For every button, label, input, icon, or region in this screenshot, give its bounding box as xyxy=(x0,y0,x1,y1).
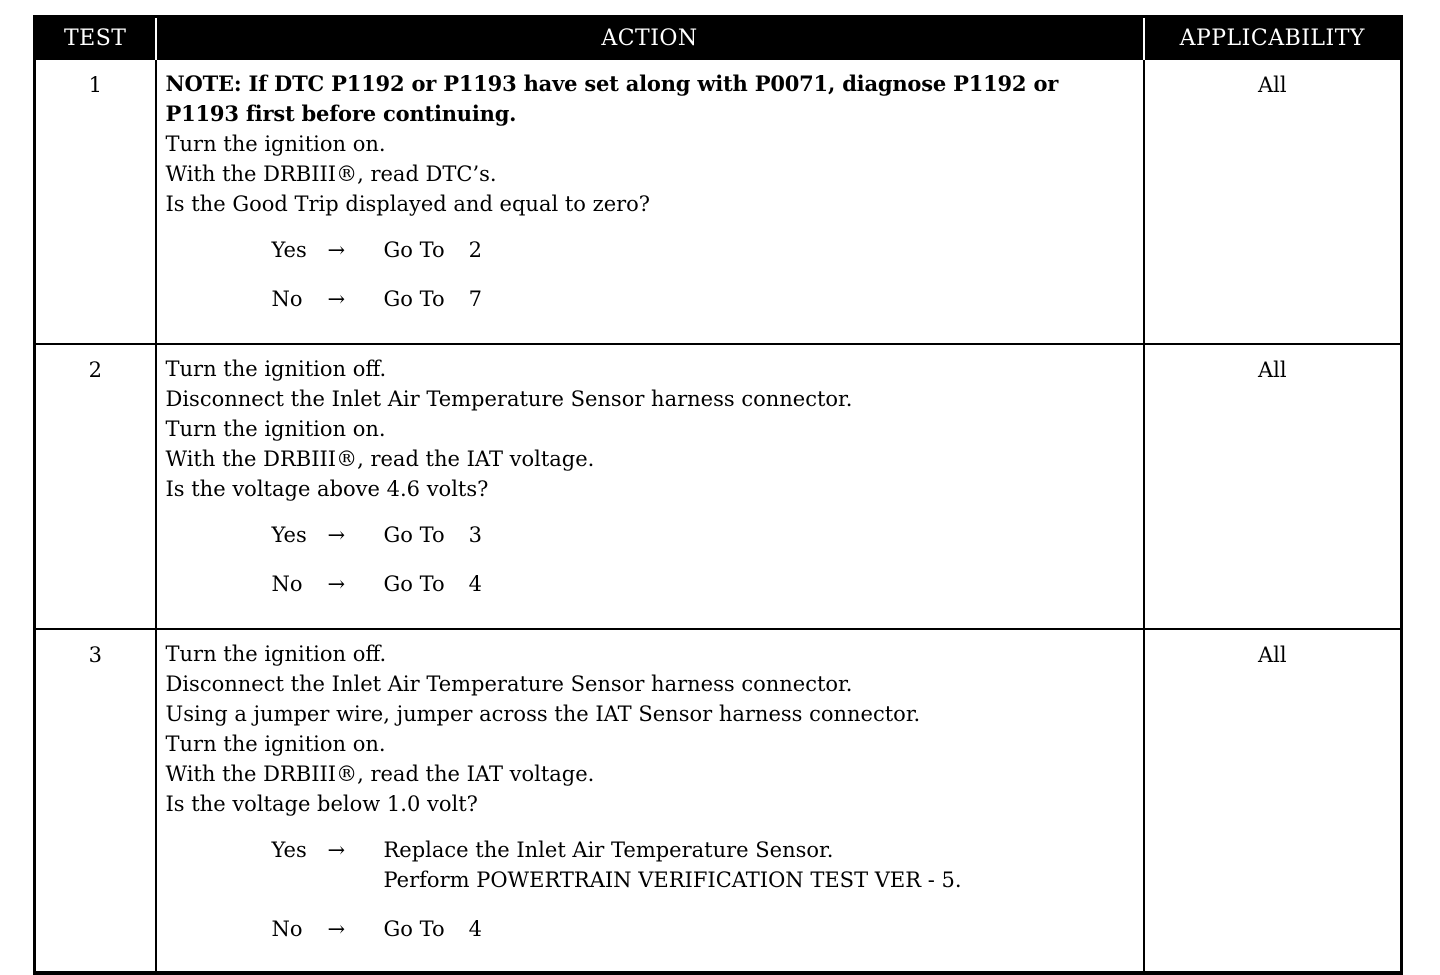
branch-yes xyxy=(272,520,1135,550)
branch-list xyxy=(272,235,1135,314)
applicability-cell: All xyxy=(1144,59,1402,344)
note-text: NOTE: If DTC P1192 or P1193 have set along with P0071, diagnose P1192 or xyxy=(165,71,1059,96)
action-step: Is the voltage above 4.6 volts? xyxy=(165,477,489,501)
branch-yes xyxy=(272,835,1135,895)
branch-result xyxy=(384,914,483,944)
action-cell xyxy=(156,629,1144,973)
branch-no xyxy=(272,569,1135,599)
goto-text: Go To xyxy=(383,572,445,596)
test-number: 3 xyxy=(35,629,156,973)
action-step: Turn the ignition on. xyxy=(165,132,386,156)
right-arrow-icon: → xyxy=(327,917,346,941)
goto-target: 3 xyxy=(468,523,482,547)
applicability-cell: All xyxy=(1144,629,1402,973)
branch-label: Yes xyxy=(271,238,307,262)
goto-text: Go To xyxy=(383,238,445,262)
action-step: Turn the ignition on. xyxy=(165,417,386,441)
branch-no xyxy=(272,914,1135,944)
action-step: With the DRBIII®, read the IAT voltage. xyxy=(165,447,595,471)
action-step: Disconnect the Inlet Air Temperature Sensor harness connector. xyxy=(165,387,853,411)
goto-target: 4 xyxy=(468,572,482,596)
goto-target: 2 xyxy=(468,238,482,262)
header-test: TEST xyxy=(35,17,156,60)
action-step: Turn the ignition off. xyxy=(165,357,387,381)
goto-target: 7 xyxy=(468,287,482,311)
table-row xyxy=(35,629,1402,973)
branch-label: No xyxy=(271,572,303,596)
action-cell xyxy=(156,344,1144,629)
header-action: ACTION xyxy=(156,17,1144,60)
note-text: P1193 first before continuing. xyxy=(165,101,517,126)
branch-result xyxy=(384,235,483,265)
branch-result xyxy=(384,520,483,550)
branch-yes xyxy=(272,235,1135,265)
result-instruction: Replace the Inlet Air Temperature Sensor. xyxy=(383,838,834,862)
diagnostic-test-table xyxy=(33,15,1403,975)
action-step: Is the Good Trip displayed and equal to zero? xyxy=(165,192,651,216)
goto-text: Go To xyxy=(383,523,445,547)
action-step: Turn the ignition on. xyxy=(165,732,386,756)
goto-text: Go To xyxy=(383,287,445,311)
branch-no xyxy=(272,284,1135,314)
action-step: With the DRBIII®, read the IAT voltage. xyxy=(165,762,595,786)
branch-result xyxy=(384,569,483,599)
branch-label: Yes xyxy=(271,838,307,862)
action-cell xyxy=(156,59,1144,344)
action-step: With the DRBIII®, read DTC’s. xyxy=(165,162,497,186)
table-row xyxy=(35,344,1402,629)
table-header-row xyxy=(35,17,1402,60)
result-instruction: Perform POWERTRAIN VERIFICATION TEST VER - 5. xyxy=(383,868,962,892)
table-row xyxy=(35,59,1402,344)
right-arrow-icon: → xyxy=(327,287,346,311)
branch-list xyxy=(272,520,1135,599)
right-arrow-icon: → xyxy=(327,572,346,596)
right-arrow-icon: → xyxy=(327,523,346,547)
branch-label: No xyxy=(271,287,303,311)
branch-result xyxy=(384,835,962,895)
action-step: Is the voltage below 1.0 volt? xyxy=(165,792,478,816)
branch-label: No xyxy=(271,917,303,941)
action-step: Turn the ignition off. xyxy=(165,642,387,666)
action-step: Using a jumper wire, jumper across the IAT Sensor harness connector. xyxy=(165,702,921,726)
right-arrow-icon: → xyxy=(327,838,346,862)
applicability-cell: All xyxy=(1144,344,1402,629)
goto-text: Go To xyxy=(383,917,445,941)
branch-list xyxy=(272,835,1135,944)
branch-result xyxy=(384,284,483,314)
action-step: Disconnect the Inlet Air Temperature Sensor harness connector. xyxy=(165,672,853,696)
right-arrow-icon: → xyxy=(327,238,346,262)
test-number: 1 xyxy=(35,59,156,344)
test-number: 2 xyxy=(35,344,156,629)
goto-target: 4 xyxy=(468,917,482,941)
branch-label: Yes xyxy=(271,523,307,547)
header-applicability: APPLICABILITY xyxy=(1144,17,1402,60)
